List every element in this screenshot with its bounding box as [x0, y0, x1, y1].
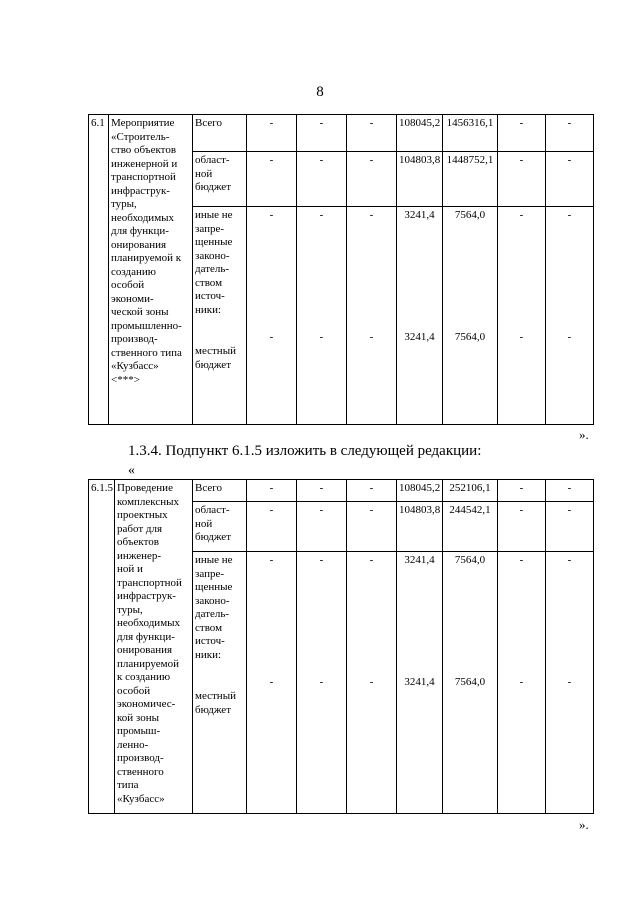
value-cell: 1456316,1: [443, 115, 498, 152]
text-line: запре-: [195, 222, 225, 235]
text-line: кой зоны: [117, 711, 159, 724]
value-cell: - -: [247, 552, 297, 814]
text-line: производ-: [111, 333, 158, 345]
text-line: туры,: [117, 603, 143, 616]
text-line: к созданию: [117, 671, 171, 683]
value-cell: 1448752,1: [443, 152, 498, 207]
value-cell: -: [498, 115, 546, 152]
value-cell: - -: [498, 552, 546, 814]
value-cell: 3241,4 3241,4: [397, 552, 443, 814]
text-line: комплексных: [117, 495, 180, 508]
text-line: планируемой: [117, 657, 179, 670]
text-line: ники:: [195, 648, 222, 661]
value-cell: -: [297, 152, 347, 207]
value-cell: -: [247, 115, 297, 152]
value-cell: -: [297, 480, 347, 502]
text-line: ством: [195, 276, 223, 289]
funding-source: [193, 207, 247, 425]
budget-table-6-1-5: [88, 479, 594, 814]
value-cell: 3241,4 3241,4: [397, 207, 443, 425]
value-cell: -: [247, 152, 297, 207]
value-cell: -: [297, 502, 347, 552]
text-line: работ для: [117, 522, 163, 535]
text-line: инфраструк-: [111, 184, 170, 197]
text-line: ной: [195, 517, 213, 530]
text-line: ством: [195, 621, 223, 634]
text-line: «Кузбасс»: [111, 360, 159, 372]
text-line: транспортной: [117, 576, 182, 589]
text-line: законо-: [195, 594, 230, 607]
funding-subsource: [195, 345, 244, 372]
text-line: особой: [117, 684, 151, 697]
funding-source: [193, 502, 247, 552]
closing-quote: ».: [579, 427, 589, 442]
value-cell: -: [498, 480, 546, 502]
text-line: онирования: [111, 238, 167, 251]
text-line: объектов: [117, 536, 159, 548]
text-line: ной и: [117, 563, 143, 575]
text-line: для функци-: [111, 225, 169, 237]
measure-code: 6.1: [89, 115, 109, 425]
text-line: иные не: [195, 209, 233, 221]
value-cell: -: [498, 502, 546, 552]
text-line: планируемой к: [111, 252, 182, 264]
text-line: Мероприятие: [111, 117, 175, 129]
measure-code: 6.1.5: [89, 480, 115, 814]
text-line: област-: [195, 504, 230, 516]
text-line: экономичес-: [117, 698, 176, 710]
text-line: Всего: [195, 482, 222, 494]
value-cell: - -: [546, 552, 594, 814]
text-line: бюджет: [195, 181, 231, 193]
value-cell: - -: [297, 207, 347, 425]
text-line: источ-: [195, 290, 225, 302]
text-line: ственного типа: [111, 346, 182, 359]
text-line: Проведение: [117, 482, 173, 494]
text-line: типа: [117, 779, 139, 791]
value-cell: 104803,8: [397, 152, 443, 207]
text-line: щенные: [195, 236, 233, 248]
text-line: особой: [111, 279, 145, 291]
text-line: Всего: [195, 117, 222, 129]
text-line: ческой зоны: [111, 306, 169, 318]
text-line: законо-: [195, 249, 230, 262]
text-line: бюджет: [195, 703, 231, 716]
text-line: ство объектов: [111, 144, 177, 156]
value-cell: -: [247, 502, 297, 552]
text-line: област-: [195, 154, 230, 166]
text-line: датель-: [195, 263, 230, 275]
value-cell: -: [546, 502, 594, 552]
funding-source: [193, 152, 247, 207]
text-line: щенные: [195, 581, 233, 593]
text-line: ной: [195, 167, 213, 180]
text-line: проектных: [117, 509, 168, 521]
value-cell: -: [546, 115, 594, 152]
funding-subsource: [195, 690, 244, 717]
table-row: [89, 115, 594, 152]
funding-source: [193, 552, 247, 814]
value-cell: -: [347, 502, 397, 552]
value-cell: -: [498, 152, 546, 207]
text-line: экономи-: [111, 292, 154, 305]
value-cell: - -: [247, 207, 297, 425]
value-cell: -: [297, 115, 347, 152]
text-line: иные не: [195, 554, 233, 566]
text-line: бюджет: [195, 531, 231, 543]
opening-quote: «: [128, 463, 135, 478]
text-line: инженерной и: [111, 157, 178, 170]
value-cell: -: [247, 480, 297, 502]
measure-title: [115, 480, 193, 814]
text-line: местный: [195, 690, 236, 702]
text-line: «Строитель-: [111, 130, 170, 143]
value-cell: -: [347, 152, 397, 207]
page-number: 8: [316, 84, 324, 100]
text-line: датель-: [195, 608, 230, 620]
value-cell: 108045,2: [397, 480, 443, 502]
funding-source: [193, 480, 247, 502]
value-cell: 244542,1: [443, 502, 498, 552]
text-line: инфраструк-: [117, 590, 176, 602]
text-line: ственного: [117, 765, 164, 778]
value-cell: - -: [498, 207, 546, 425]
text-line: созданию: [111, 265, 156, 278]
budget-table-6-1: [88, 114, 594, 425]
closing-quote: ».: [579, 817, 589, 832]
text-line: ники:: [195, 303, 222, 316]
funding-source: [193, 115, 247, 152]
text-line: промыш-: [117, 725, 161, 737]
text-line: для функци-: [117, 630, 175, 643]
value-cell: - -: [297, 552, 347, 814]
value-cell: -: [347, 115, 397, 152]
text-line: необходимых: [117, 617, 181, 629]
text-line: транспортной: [111, 171, 176, 183]
value-cell: -: [546, 152, 594, 207]
text-line: туры,: [111, 198, 137, 210]
text-line: запре-: [195, 567, 225, 580]
value-cell: - -: [347, 552, 397, 814]
value-cell: 104803,8: [397, 502, 443, 552]
text-line: промышленно-: [111, 319, 182, 332]
text-line: ленно-: [117, 738, 149, 751]
value-cell: 252106,1: [443, 480, 498, 502]
section-heading: 1.3.4. Подпункт 6.1.5 изложить в следующей редакции:: [128, 443, 482, 459]
measure-title: [109, 115, 193, 425]
value-cell: - -: [347, 207, 397, 425]
value-cell: -: [347, 480, 397, 502]
text-line: «Кузбасс»: [117, 792, 165, 805]
value-cell: -: [546, 480, 594, 502]
text-line: источ-: [195, 635, 225, 647]
text-line: необходимых: [111, 211, 175, 224]
text-line: бюджет: [195, 358, 231, 371]
table-row: [89, 480, 594, 502]
value-cell: 108045,2: [397, 115, 443, 152]
value-cell: 7564,0 7564,0: [443, 552, 498, 814]
text-line: онирования: [117, 644, 173, 656]
text-line: местный: [195, 345, 236, 357]
text-line: <***>: [111, 373, 140, 386]
value-cell: 7564,0 7564,0: [443, 207, 498, 425]
value-cell: - -: [546, 207, 594, 425]
text-line: инженер-: [117, 549, 162, 562]
text-line: производ-: [117, 752, 164, 764]
